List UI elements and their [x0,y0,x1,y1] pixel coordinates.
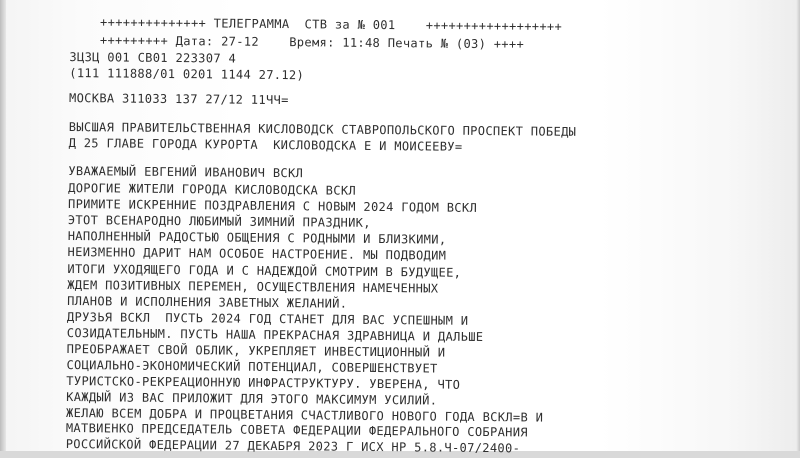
telegram-body-line: РОССИЙСКОЙ ФЕДЕРАЦИИ 27 ДЕКАБРЯ 2023 Г ИСХ НР 5.8.Ч-07/2400- [65,436,521,456]
telegram-service-code: ЗЦЗЦ 001 СВ01 223307 4 [69,49,237,66]
telegram-header-line: ++++++++++++++ ТЕЛЕГРАММА СТВ за № 001 ++++++++++++++++++ [69,14,563,34]
telegram-body-line: ЖЕЛАЮ ВСЕМ ДОБРА И ПРОЦВЕТАНИЯ СЧАСТЛИВОГО НОВОГО ГОДА ВСКЛ=В И [65,405,544,425]
telegram-body-line: ТУРИСТСКО-РЕКРЕАЦИОННУЮ ИНФРАСТРУКТУРУ. УВЕРЕНА, ЧТО [66,373,461,392]
telegram-body-line: НАПОЛНЕННЫЙ РАДОСТЬЮ ОБЩЕНИЯ С РОДНЫМИ И БЛИЗКИМИ, [67,228,447,247]
telegram-body-line: УВАЖАЕМЫЙ ЕВГЕНИЙ ИВАНОВИЧ ВСКЛ [68,163,304,181]
telegram-body-line: ЭТОТ ВСЕНАРОДНО ЛЮБИМЫЙ ЗИМНИЙ ПРАЗДНИК, [67,212,371,230]
telegram-body-line: ДРУЗЬЯ ВСКЛ ПУСТЬ 2024 ГОД СТАНЕТ ДЛЯ ВАС УСПЕШНЫМ И [66,309,469,328]
telegram-text [66,0,770,458]
telegram-address-line: Д 25 ГЛАВЕ ГОРОДА КУРОРТА КИСЛОВОДСКА Е И МОИСЕЕВУ= [68,135,463,154]
telegram-body-line: ДОРОГИЕ ЖИТЕЛИ ГОРОДА КИСЛОВОДСКА ВСКЛ [68,180,357,198]
paper-right-edge [796,0,800,451]
paper-left-edge [0,0,6,451]
telegram-origin-line: МОСКВА 311033 137 27/12 11ЧЧ= [68,90,289,108]
telegram-date-line: +++++++++ Дата: 27-12 Время: 11:48 Печать № (03) ++++ [69,32,525,52]
telegram-body-line: ПРЕОБРАЖАЕТ СВОЙ ОБЛИК, УКРЕПЛЯЕТ ИНВЕСТИЦИОННЫЙ И [66,341,446,360]
telegram-body-line: МАТВИЕНКО ПРЕДСЕДАТЕЛЬ СОВЕТА ФЕДЕРАЦИИ ФЕДЕРАЛЬНОГО СОБРАНИЯ [65,420,528,440]
telegram-body-line: КАЖДЫЙ ИЗ ВАС ПРИЛОЖИТ ДЛЯ ЭТОГО МАКСИМУМ УСИЛИЙ. [66,389,438,408]
telegram-body-line: ПЛАНОВ И ИСПОЛНЕНИЯ ЗАВЕТНЫХ ЖЕЛАНИЙ. [67,293,348,311]
telegram-service-ref: (111 111888/01 0201 1144 27.12) [69,65,305,83]
telegram-body-line: ИТОГИ УХОДЯЩЕГО ГОДА И С НАДЕЖДОЙ СМОТРИМ В БУДУЩЕЕ, [67,261,462,280]
telegram-body-line: НЕИЗМЕННО ДАРИТ НАМ ОСОБОЕ НАСТРОЕНИЕ. МЫ ПОДВОДИМ [67,244,447,263]
telegram-address-line: ВЫСШАЯ ПРАВИТЕЛЬСТВЕННАЯ КИСЛОВОДСК СТАВРОПОЛЬСКОГО ПРОСПЕКТ ПОБЕДЫ [68,119,577,139]
telegram-body-line: СОЗИДАТЕЛЬНЫМ. ПУСТЬ НАША ПРЕКРАСНАЯ ЗДРАВНИЦА И ДАЛЬШЕ [66,325,484,344]
telegram-body-line: ЖДЕМ ПОЗИТИВНЫХ ПЕРЕМЕН, ОСУЩЕСТВЛЕНИЯ НАМЕЧЕННЫХ [67,277,439,296]
telegram-body-line: ПРИМИТЕ ИСКРЕННИЕ ПОЗДРАВЛЕНИЯ С НОВЫМ 2024 ГОДОМ ВСКЛ [67,196,478,215]
telegram-body-line: СОЦИАЛЬНО-ЭКОНОМИЧЕСКИЙ ПОТЕНЦИАЛ, СОВЕРШЕНСТВУЕТ [66,357,438,376]
